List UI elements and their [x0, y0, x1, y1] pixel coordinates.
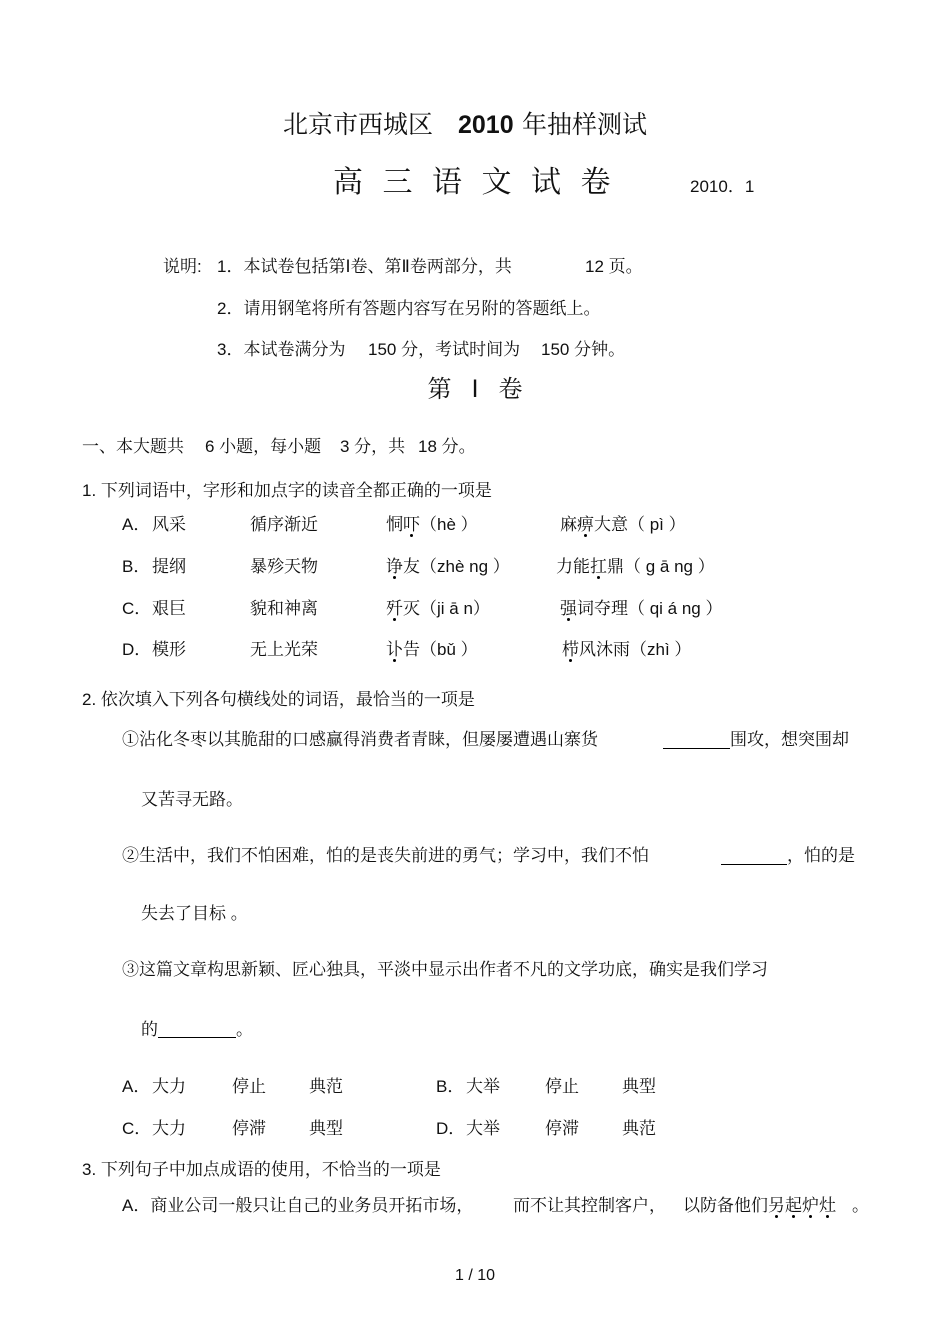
- q2-sentence-1: ①沾化冬枣以其脆甜的口感赢得消费者青睐，但屡屡遭遇山寨货: [122, 730, 598, 749]
- option-word: 停止: [545, 1077, 579, 1096]
- emphasis-dot-char: 吓: [403, 515, 420, 534]
- exam-title-rest: 年抽样测试: [522, 111, 648, 139]
- option-word-annotated: [556, 557, 715, 577]
- option-word: 典范: [309, 1077, 343, 1096]
- option-letter: D．: [436, 1119, 466, 1138]
- q2-sentence-3: ③这篇文章构思新颖、匠心独具，平淡中显示出作者不凡的文学功底，确实是我们学习: [122, 960, 768, 979]
- q1-option-a: [0, 515, 950, 535]
- exam-date: 2010．1: [690, 177, 755, 196]
- question-3-stem: 3. 下列句子中加点成语的使用，不恰当的一项是: [82, 1160, 441, 1179]
- word-text: 麻: [560, 515, 577, 534]
- q2-sentence-1-end: 又苦寻无路。: [141, 790, 243, 809]
- q2-sentence-2: ②生活中，我们不怕困难，怕的是丧失前进的勇气；学习中，我们不怕: [122, 846, 649, 865]
- q1-option-c: [0, 599, 950, 619]
- word-text: 。: [236, 1020, 253, 1039]
- option-word-annotated: [386, 640, 478, 660]
- instruction-item-3: 3．本试卷满分为: [217, 340, 346, 359]
- exam-title-district: 北京市西城区: [283, 111, 434, 139]
- option-word: 暴殄天物: [250, 557, 318, 576]
- pinyin: （ qi á ng ）: [628, 599, 723, 618]
- option-word: 大力: [152, 1119, 186, 1138]
- word-text: 灭: [403, 599, 420, 618]
- option-word-annotated: [386, 599, 490, 619]
- instruction-item-1-pages: 12 页。: [585, 257, 643, 276]
- option-letter: A．: [122, 515, 151, 534]
- emphasis-dot-char: 歼: [386, 599, 403, 618]
- option-letter: A．: [122, 1077, 151, 1096]
- part-one-heading-3: 3 分，共: [340, 437, 406, 456]
- q3-option-a-part-1: A．商业公司一般只让自己的业务员开拓市场，: [122, 1196, 474, 1215]
- option-word: 停滞: [232, 1119, 266, 1138]
- option-word-annotated: [562, 640, 691, 660]
- emphasis-dot-char: 炉: [802, 1196, 819, 1215]
- instruction-item-3-score: 150 分，考试时间为: [368, 340, 521, 359]
- option-word: 停止: [232, 1077, 266, 1096]
- emphasized-char: [386, 640, 403, 659]
- word-text: 力能: [556, 557, 590, 576]
- option-word: 循序渐近: [250, 515, 318, 534]
- pinyin: （ji ā n）: [420, 599, 490, 618]
- word-text: 恫: [386, 515, 403, 534]
- q1-option-b: [0, 557, 950, 577]
- instruction-item-1: 1．本试卷包括第Ⅰ卷、第Ⅱ卷两部分，共: [217, 257, 512, 276]
- part-one-heading-4: 18 分。: [418, 437, 476, 456]
- option-word: 风采: [152, 515, 186, 534]
- emphasized-char: [562, 640, 579, 659]
- q3-option-a-end: 。: [852, 1196, 869, 1215]
- word-text: 的: [141, 1020, 158, 1039]
- emphasized-idiom: [768, 1196, 836, 1215]
- instruction-item-2: 2．请用钢笔将所有答题内容写在另附的答题纸上。: [217, 299, 601, 318]
- option-word-annotated: [560, 599, 723, 619]
- emphasized-char: [386, 557, 403, 576]
- emphasis-dot-char: 灶: [819, 1196, 836, 1215]
- emphasis-dot-char: 栉: [562, 640, 579, 659]
- question-2-stem: 2. 依次填入下列各句横线处的词语，最恰当的一项是: [82, 690, 475, 709]
- emphasis-dot-char: 痹: [577, 515, 594, 534]
- instruction-item-3-time: 150 分钟。: [541, 340, 626, 359]
- instructions-label: 说明:: [163, 257, 202, 276]
- option-word: 模形: [152, 640, 186, 659]
- option-word: 典型: [622, 1077, 656, 1096]
- option-letter: D．: [122, 640, 152, 659]
- answer-blank-3: [158, 1020, 236, 1038]
- option-word: 貌和神离: [250, 599, 318, 618]
- word-text: 告: [403, 640, 420, 659]
- emphasized-char: [590, 557, 607, 576]
- pinyin: （ ɡ ā ng ）: [624, 557, 715, 576]
- option-word-annotated: [386, 515, 478, 535]
- answer-blank-1: [663, 730, 730, 749]
- q2-sentence-2-end: 失去了目标 。: [141, 904, 248, 923]
- word-text: 风沐雨: [579, 640, 630, 659]
- q3-option-a-part-2: 而不让其控制客户，: [513, 1196, 666, 1215]
- q2-sentence-1-continued: 围攻，想突围却: [730, 730, 849, 749]
- option-word: 大举: [466, 1077, 500, 1096]
- section-title: 第 Ⅰ 卷: [427, 377, 523, 403]
- emphasized-char: [386, 599, 403, 618]
- option-word-annotated: [560, 515, 686, 535]
- word-text: 大意: [594, 515, 628, 534]
- q2-options-ab: [0, 1077, 950, 1097]
- part-one-heading-2: 6 小题，每小题: [205, 437, 322, 456]
- emphasized-char: [560, 599, 577, 618]
- word-text: 友: [403, 557, 420, 576]
- pinyin: （zhè ng ）: [420, 557, 510, 576]
- emphasis-dot-char: 起: [785, 1196, 802, 1215]
- answer-blank-2: [721, 846, 787, 865]
- q2-options-cd: [0, 1119, 950, 1139]
- option-word: 大力: [152, 1077, 186, 1096]
- page-number: 1 / 10: [454, 1267, 496, 1284]
- option-word: 典型: [309, 1119, 343, 1138]
- pinyin: （ pì ）: [628, 515, 686, 534]
- q3-option-a-part-3: [683, 1196, 836, 1216]
- option-letter: C．: [122, 599, 152, 618]
- pinyin: （zhì ）: [630, 640, 692, 659]
- emphasis-dot-char: 另: [768, 1196, 785, 1215]
- emphasis-dot-char: 强: [560, 599, 577, 618]
- option-word: 大举: [466, 1119, 500, 1138]
- option-word: 停滞: [545, 1119, 579, 1138]
- part-one-heading-1: 一、本大题共: [82, 437, 184, 456]
- q2-sentence-2-continued: ，怕的是: [787, 846, 855, 865]
- exam-title-year: 2010: [458, 111, 514, 139]
- option-letter: C．: [122, 1119, 152, 1138]
- word-text: 鼎: [607, 557, 624, 576]
- emphasized-char: [577, 515, 594, 534]
- option-word: 提纲: [152, 557, 186, 576]
- pinyin: （bǔ ）: [420, 640, 478, 659]
- q2-sentence-3-end: [141, 1020, 253, 1040]
- pinyin: （hè ）: [420, 515, 478, 534]
- q1-option-d: [0, 640, 950, 660]
- word-text: 词夺理: [577, 599, 628, 618]
- emphasis-dot-char: 诤: [386, 557, 403, 576]
- question-1-stem: 1. 下列词语中，字形和加点字的读音全都正确的一项是: [82, 481, 492, 500]
- option-word: 艰巨: [152, 599, 186, 618]
- option-letter: B．: [122, 557, 151, 576]
- emphasized-char: [403, 515, 420, 534]
- paper-title: 高 三 语 文 试 卷: [333, 166, 617, 199]
- word-text: 以防备他们: [683, 1196, 768, 1215]
- option-letter: B．: [436, 1077, 465, 1096]
- option-word-annotated: [386, 557, 510, 577]
- option-word: 典范: [622, 1119, 656, 1138]
- emphasis-dot-char: 讣: [386, 640, 403, 659]
- option-word: 无上光荣: [250, 640, 318, 659]
- emphasis-dot-char: 扛: [590, 557, 607, 576]
